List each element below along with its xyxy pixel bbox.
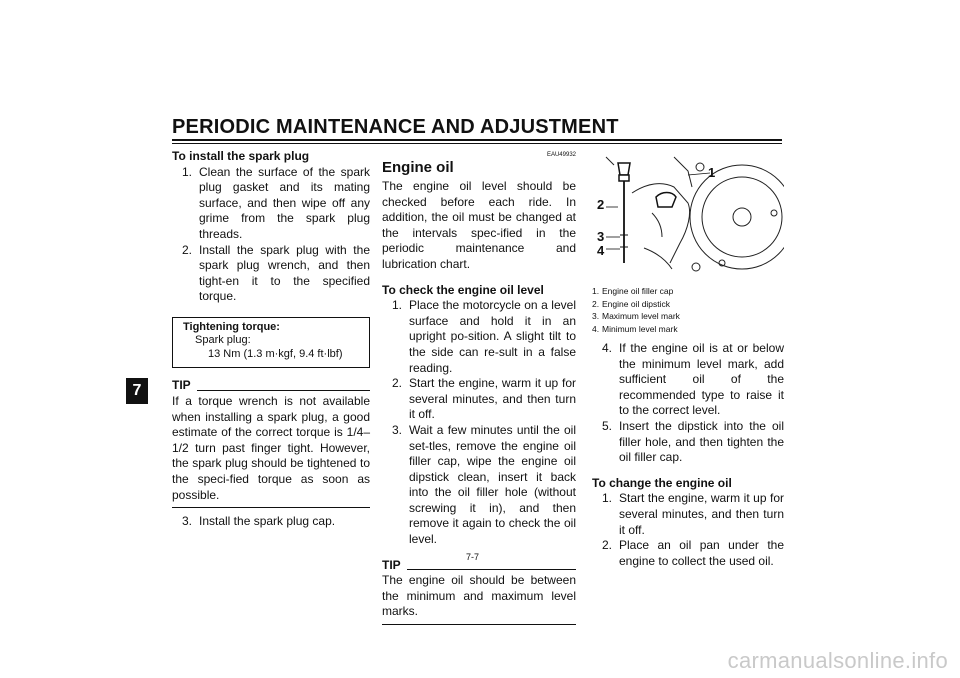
caption-text: Engine oil filler cap	[602, 286, 674, 296]
step-item	[602, 341, 784, 419]
column-spark-plug	[172, 149, 370, 530]
check-steps	[382, 298, 576, 548]
step-number: 3.	[182, 514, 193, 529]
step-text: Wait a few minutes until the oil set-tles, remove the engine oil filler cap, wipe the engine oil dipstick clean, insert it back into the oil filler hole (without screwing it in), and then remove it again to check the oil level.	[409, 422, 576, 547]
caption-number: 3.	[592, 311, 600, 321]
watermark: carmanualsonline.info	[727, 648, 948, 673]
step-text: Insert the dipstick into the oil filler hole, and then tighten the oil filler cap.	[619, 418, 784, 465]
figure-captions	[592, 285, 784, 335]
step-number: 1.	[392, 298, 403, 313]
step-item	[182, 514, 370, 530]
torque-item: Spark plug:	[195, 334, 251, 347]
step-text: If the engine oil is at or below the minimum level mark, add sufficient oil of the recommended type to raise it to the correct level.	[619, 341, 784, 418]
column-figure	[592, 149, 784, 569]
figure-callout-4: 4	[597, 243, 605, 258]
step-item	[602, 419, 784, 466]
step-text: Clean the surface of the spark plug gasket and its mating surface, and then wipe off any grime from the spark plug threads.	[199, 164, 370, 241]
page-header-title: PERIODIC MAINTENANCE AND ADJUSTMENT	[172, 116, 619, 138]
caption-number: 1.	[592, 286, 600, 296]
install-steps-continued	[172, 514, 370, 530]
caption-number: 4.	[592, 323, 600, 334]
step-text: Install the spark plug with the spark plug wrench, and then tight-en it to the specified torque.	[199, 242, 370, 304]
step-text: Start the engine, warm it up for several minutes, and then turn it off.	[409, 376, 576, 422]
header-rule-thin	[172, 143, 782, 144]
caption-item	[592, 310, 784, 323]
page-number: 7-7	[466, 552, 480, 562]
torque-value: 13 Nm (1.3 m·kgf, 9.4 ft·lbf)	[208, 347, 343, 360]
tightening-torque-box	[172, 317, 370, 369]
step-number: 1.	[602, 491, 613, 506]
step-number: 3.	[392, 422, 403, 437]
step-number: 2.	[182, 242, 193, 257]
section-title: Engine oil	[382, 159, 454, 176]
step-item	[392, 376, 576, 423]
tip-rule	[407, 569, 576, 570]
step-number: 5.	[602, 418, 613, 433]
tip-end-rule	[172, 507, 370, 508]
caption-number: 2.	[592, 298, 600, 309]
tip-text: The engine oil should be between the minimum and maximum level marks.	[382, 573, 576, 619]
step-number: 2.	[392, 376, 403, 391]
change-steps	[592, 491, 784, 569]
subhead-change-oil: To change the engine oil	[592, 475, 732, 490]
step-text: Start the engine, warm it up for several minutes, and then turn it off.	[619, 491, 784, 537]
intro-paragraph: The engine oil level should be checked before each ride. In addition, the oil must be changed at the intervals spec-ified in the periodic maintenance and lubrication chart.	[382, 179, 576, 271]
step-item	[602, 538, 784, 569]
caption-text: Maximum level mark	[602, 311, 680, 321]
figure-callout-1: 1	[708, 165, 716, 180]
install-steps	[172, 165, 370, 305]
tip-header	[172, 378, 370, 394]
subhead-install-spark-plug: To install the spark plug	[172, 149, 310, 163]
step-item	[392, 423, 576, 548]
tip-label: TIP	[382, 557, 401, 572]
check-steps-continued	[592, 341, 784, 466]
chapter-tab: 7	[126, 378, 148, 404]
engine-illustration	[592, 153, 784, 275]
caption-item	[592, 285, 784, 298]
header-rule	[172, 139, 782, 141]
caption-item	[592, 323, 784, 336]
step-number: 1.	[182, 164, 193, 179]
step-item	[182, 243, 370, 305]
step-text: Install the spark plug cap.	[199, 514, 336, 529]
tip-rule	[197, 390, 370, 391]
step-item	[392, 298, 576, 376]
tip-end-rule	[382, 624, 576, 625]
figure-callout-3: 3	[597, 229, 605, 244]
step-number: 2.	[602, 538, 613, 553]
step-text: Place an oil pan under the engine to collect the used oil.	[619, 538, 784, 568]
tip-text: If a torque wrench is not available when installing a spark plug, a good estimate of the correct torque is 1/4–1/2 turn past finger tight. However, the spark plug should be tightened to the speci-fied torque as soon as possible.	[172, 394, 370, 502]
caption-text: Engine oil dipstick	[602, 298, 671, 309]
step-item	[602, 491, 784, 538]
section-code: EAU49932	[546, 152, 576, 158]
step-item	[182, 165, 370, 243]
subhead-check-oil: To check the engine oil level	[382, 282, 544, 297]
caption-text: Minimum level mark	[602, 323, 678, 334]
figure-callout-2: 2	[597, 197, 605, 212]
tip-label: TIP	[172, 378, 191, 393]
step-number: 4.	[602, 341, 613, 355]
torque-label: Tightening torque:	[183, 320, 280, 333]
step-text: Place the motorcycle on a level surface and hold it in an upright po-sition. A slight tilt to the side can re-sult in a false reading.	[409, 298, 576, 375]
caption-item	[592, 298, 784, 311]
engine-oil-figure	[592, 153, 784, 275]
